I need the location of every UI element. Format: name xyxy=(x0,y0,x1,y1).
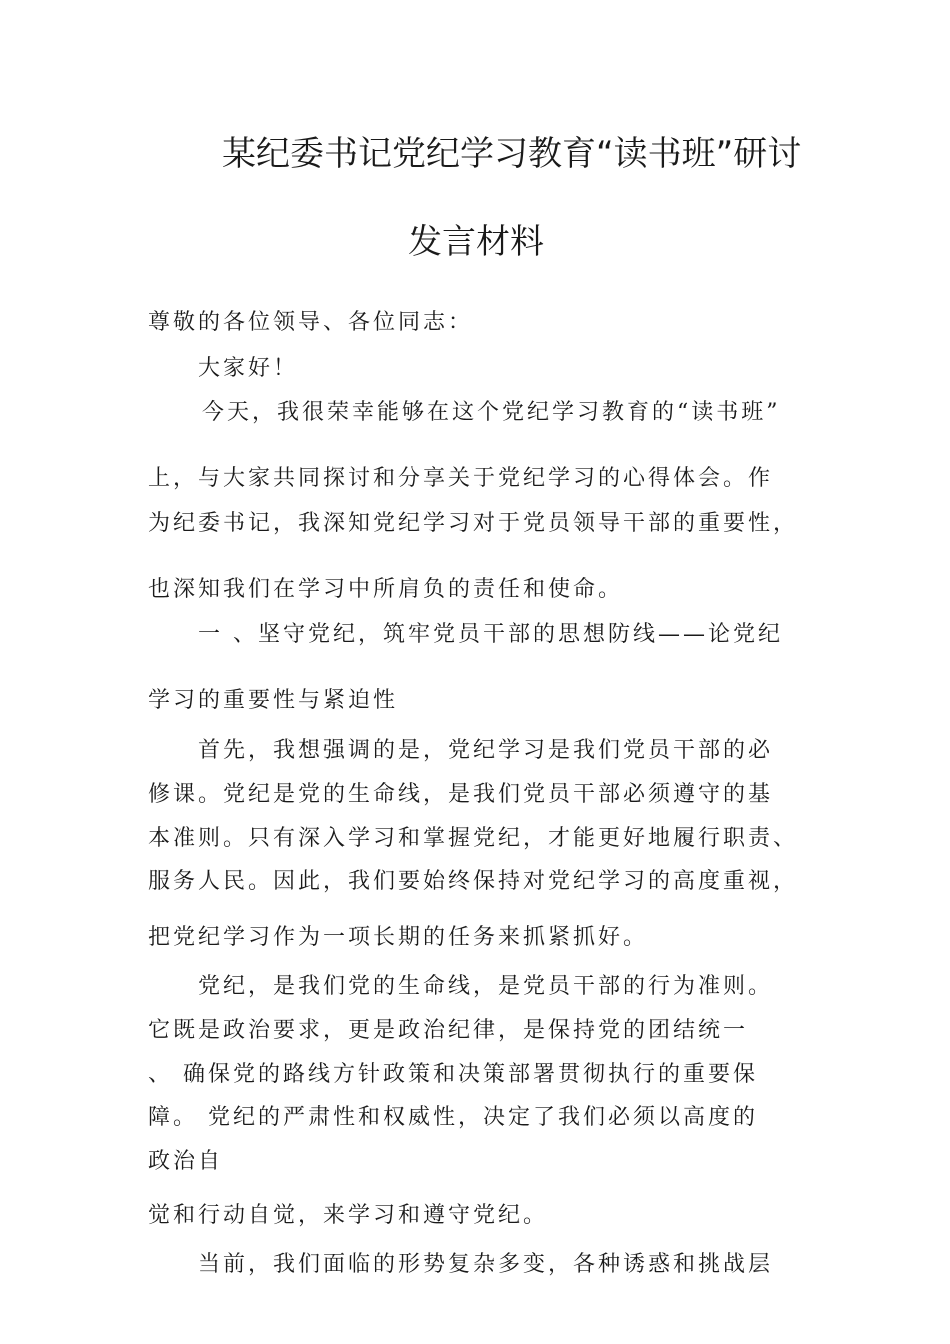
body-line: 今天，我很荣幸能够在这个党纪学习教育的“读书班” xyxy=(202,400,781,425)
body-line: 政治自 xyxy=(148,1149,224,1174)
greeting: 大家好！ xyxy=(198,356,299,381)
body-line: 党纪，是我们党的生命线，是党员干部的行为准则。 xyxy=(198,974,774,999)
body-line: 它既是政治要求，更是政治纪律，是保持党的团结统一 xyxy=(148,1018,749,1043)
body-line: 、 确保党的路线方针政策和决策部署贯彻执行的重要保 xyxy=(148,1062,758,1087)
section-heading: 一 、坚守党纪，筑牢党员干部的思想防线——论党纪 xyxy=(198,622,783,647)
salutation: 尊敬的各位领导、各位同志： xyxy=(148,310,474,335)
document-title-line-2: 发言材料 xyxy=(408,222,544,262)
body-line: 障。 党纪的严肃性和权威性，决定了我们必须以高度的 xyxy=(148,1105,758,1130)
body-line: 觉和行动自觉，来学习和遵守党纪。 xyxy=(148,1203,549,1228)
body-line: 上，与大家共同探讨和分享关于党纪学习的心得体会。作 xyxy=(148,466,774,491)
document-title-line-1: 某纪委书记党纪学习教育“读书班”研讨 xyxy=(222,134,802,174)
body-line: 首先，我想强调的是，党纪学习是我们党员干部的必 xyxy=(198,738,774,763)
body-line: 也深知我们在学习中所肩负的责任和使命。 xyxy=(148,577,624,602)
body-line: 修课。党纪是党的生命线，是我们党员干部必须遵守的基 xyxy=(148,782,774,807)
body-line: 把党纪学习作为一项长期的任务来抓紧抓好。 xyxy=(148,925,649,950)
section-heading-continuation: 学习的重要性与紧迫性 xyxy=(148,688,399,713)
body-line: 本准则。只有深入学习和掌握党纪，才能更好地履行职责、 xyxy=(148,826,799,851)
body-line: 当前，我们面临的形势复杂多变，各种诱惑和挑战层 xyxy=(198,1252,774,1277)
body-line: 为纪委书记，我深知党纪学习对于党员领导干部的重要性， xyxy=(148,511,799,536)
body-line: 服务人民。因此，我们要始终保持对党纪学习的高度重视， xyxy=(148,869,799,894)
